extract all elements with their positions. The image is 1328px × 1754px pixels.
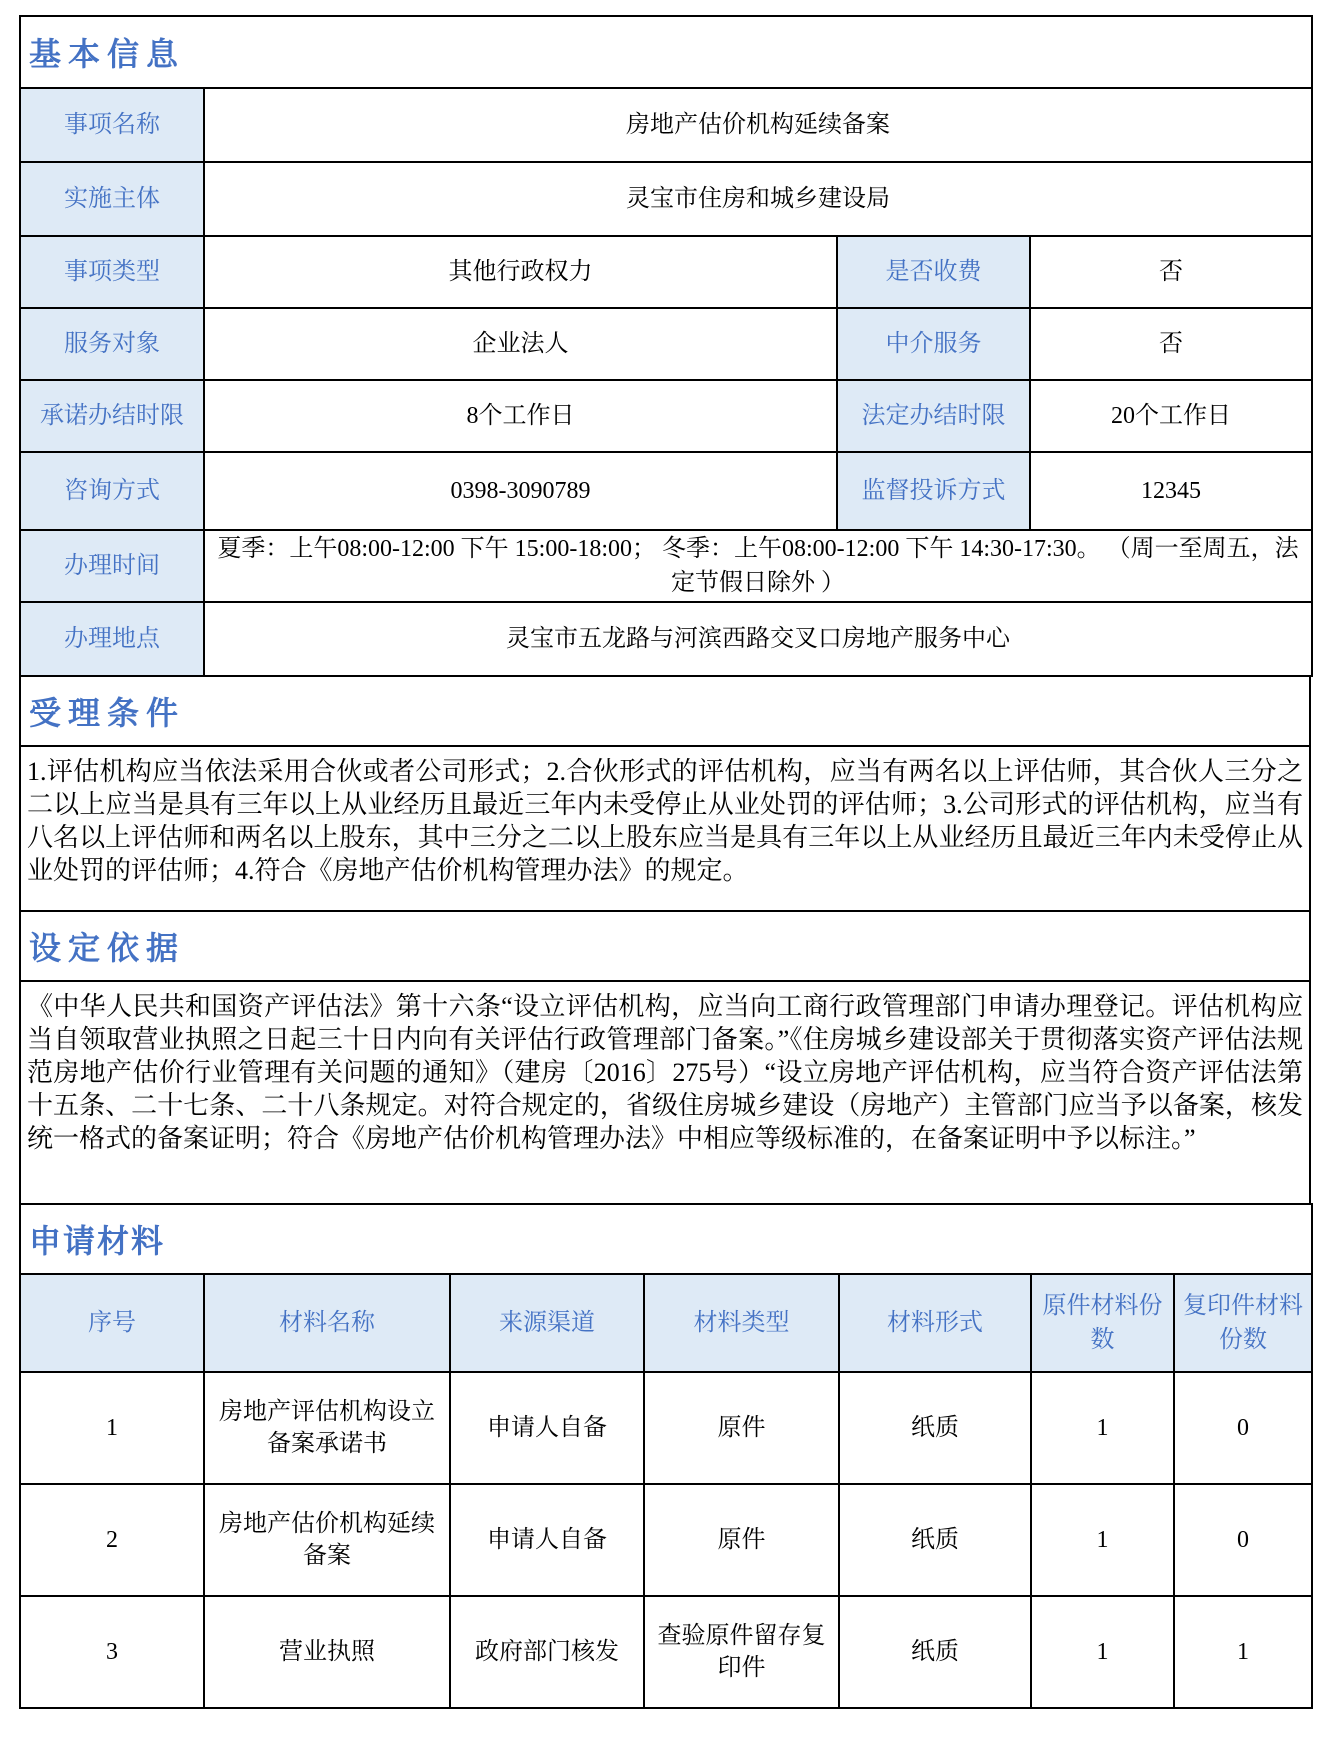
basis-section bbox=[19, 910, 1311, 1205]
label-consultation-method: 咨询方式 bbox=[20, 452, 204, 530]
material-1-copy-count: 0 bbox=[1174, 1372, 1312, 1484]
material-1-source: 申请人自备 bbox=[450, 1372, 644, 1484]
basis-text: 《中华人民共和国资产评估法》第十六条“设立评估机构，应当向工商行政管理部门申请办理登记。评估机构应当自领取营业执照之日起三十日内向有关评估行政管理部门备案。”《住房城乡建设部关于贯彻落实资产评估法规范房地产估价行业管理有关问题的通知》（建房〔2016〕275号）“设立房地产评估机构，应当符合资产评估法第十五条、二十七条、二十八条规定。对符合规定的，省级住房城乡建设（房地产）主管部门应当予以备案，核发统一格式的备案证明；符合《房地产估价机构管理办法》中相应等级标准的，在备案证明中予以标注。” bbox=[20, 981, 1310, 1204]
section-title-basic-info: 基本信息 bbox=[29, 36, 186, 72]
material-row-1 bbox=[20, 1372, 1312, 1484]
value-charge: 否 bbox=[1030, 236, 1312, 308]
materials-title-cell bbox=[20, 1204, 1312, 1274]
value-processing-location: 灵宝市五龙路与河滨西路交叉口房地产服务中心 bbox=[204, 602, 1312, 676]
material-2-name: 房地产估价机构延续备案 bbox=[204, 1484, 450, 1596]
basis-title-cell bbox=[20, 911, 1310, 981]
value-implementing-agency: 灵宝市住房和城乡建设局 bbox=[204, 162, 1312, 236]
label-intermediary-service: 中介服务 bbox=[837, 308, 1030, 380]
basic-info-title-cell bbox=[20, 16, 1312, 88]
material-3-copy-count: 1 bbox=[1174, 1596, 1312, 1708]
section-title-acceptance: 受理条件 bbox=[29, 695, 186, 731]
material-3-no: 3 bbox=[20, 1596, 204, 1708]
acceptance-title-cell bbox=[20, 676, 1310, 746]
value-intermediary-service: 否 bbox=[1030, 308, 1312, 380]
material-3-source: 政府部门核发 bbox=[450, 1596, 644, 1708]
material-1-original-count: 1 bbox=[1031, 1372, 1174, 1484]
value-consultation-method: 0398-3090789 bbox=[204, 452, 837, 530]
material-3-form: 纸质 bbox=[839, 1596, 1031, 1708]
label-legal-time-limit: 法定办结时限 bbox=[837, 380, 1030, 452]
materials-header-original-count: 原件材料份数 bbox=[1031, 1274, 1174, 1372]
material-row-3 bbox=[20, 1596, 1312, 1708]
materials-header-form: 材料形式 bbox=[839, 1274, 1031, 1372]
material-row-2 bbox=[20, 1484, 1312, 1596]
value-legal-time-limit: 20个工作日 bbox=[1030, 380, 1312, 452]
label-service-target: 服务对象 bbox=[20, 308, 204, 380]
materials-table bbox=[19, 1203, 1313, 1709]
material-1-form: 纸质 bbox=[839, 1372, 1031, 1484]
value-supervision-complaint: 12345 bbox=[1030, 452, 1312, 530]
label-processing-location: 办理地点 bbox=[20, 602, 204, 676]
label-item-type: 事项类型 bbox=[20, 236, 204, 308]
material-2-type: 原件 bbox=[644, 1484, 839, 1596]
material-2-form: 纸质 bbox=[839, 1484, 1031, 1596]
value-processing-time: 夏季：上午08:00-12:00 下午 15:00-18:00； 冬季：上午08:00-12:00 下午 14:30-17:30。 （周一至周五，法定节假日除外 ） bbox=[204, 530, 1312, 602]
label-implementing-agency: 实施主体 bbox=[20, 162, 204, 236]
label-processing-time: 办理时间 bbox=[20, 530, 204, 602]
label-item-name: 事项名称 bbox=[20, 88, 204, 162]
material-2-no: 2 bbox=[20, 1484, 204, 1596]
material-3-name: 营业执照 bbox=[204, 1596, 450, 1708]
label-supervision-complaint: 监督投诉方式 bbox=[837, 452, 1030, 530]
acceptance-section bbox=[19, 675, 1311, 912]
value-service-target: 企业法人 bbox=[204, 308, 837, 380]
basic-info-table bbox=[19, 15, 1313, 677]
materials-header-name: 材料名称 bbox=[204, 1274, 450, 1372]
material-3-original-count: 1 bbox=[1031, 1596, 1174, 1708]
material-3-type: 查验原件留存复印件 bbox=[644, 1596, 839, 1708]
material-2-source: 申请人自备 bbox=[450, 1484, 644, 1596]
value-promised-time-limit: 8个工作日 bbox=[204, 380, 837, 452]
materials-header-source: 来源渠道 bbox=[450, 1274, 644, 1372]
material-1-name: 房地产评估机构设立备案承诺书 bbox=[204, 1372, 450, 1484]
material-2-copy-count: 0 bbox=[1174, 1484, 1312, 1596]
material-1-type: 原件 bbox=[644, 1372, 839, 1484]
section-title-basis: 设定依据 bbox=[29, 930, 186, 966]
materials-header-copy-count: 复印件材料份数 bbox=[1174, 1274, 1312, 1372]
label-promised-time-limit: 承诺办结时限 bbox=[20, 380, 204, 452]
value-item-type: 其他行政权力 bbox=[204, 236, 837, 308]
acceptance-text: 1.评估机构应当依法采用合伙或者公司形式；2.合伙形式的评估机构，应当有两名以上评估师，其合伙人三分之二以上应当是具有三年以上从业经历且最近三年内未受停止从业处罚的评估师；3.公司形式的评估机构，应当有八名以上评估师和两名以上股东，其中三分之二以上股东应当是具有三年以上从业经历且最近三年内未受停止从业处罚的评估师；4.符合《房地产估价机构管理办法》的规定。 bbox=[20, 746, 1310, 911]
section-title-materials: 申请材料 bbox=[29, 1223, 166, 1259]
material-2-original-count: 1 bbox=[1031, 1484, 1174, 1596]
value-item-name: 房地产估价机构延续备案 bbox=[204, 88, 1312, 162]
materials-header-no: 序号 bbox=[20, 1274, 204, 1372]
materials-header-type: 材料类型 bbox=[644, 1274, 839, 1372]
material-1-no: 1 bbox=[20, 1372, 204, 1484]
label-charge: 是否收费 bbox=[837, 236, 1030, 308]
